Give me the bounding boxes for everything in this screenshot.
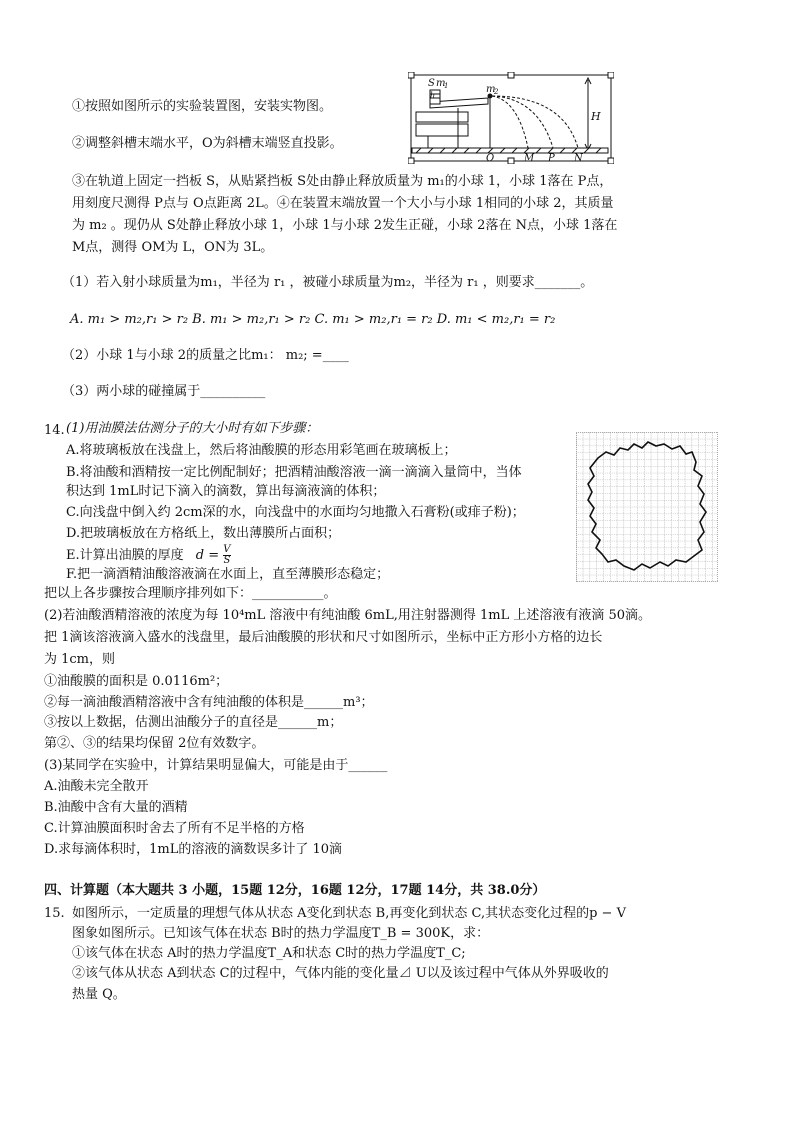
collision-apparatus-figure	[408, 72, 614, 164]
q13-options: A. m₁ > m₂,r₁ > r₂ B. m₁ > m₂,r₁ > r₂ C. m₁ > m₂,r₁ = r₂ D. m₁ < m₂,r₁ = r₂	[70, 312, 556, 327]
q14-part2-line2: 把 1滴该溶液滴入盛水的浅盘里，最后油酸膜的形状和尺寸如图所示，坐标中正方形小方格的边长	[44, 630, 603, 645]
q14-E-denominator: S	[223, 555, 231, 566]
label-m1: m	[436, 78, 446, 89]
q14-item2: ②每一滴油酸酒精溶液中含有纯油酸的体积是______m³；	[44, 695, 374, 710]
q13-step1: ①按照如图所示的实验装置图，安装实物图。	[72, 99, 333, 114]
label-M: M	[524, 153, 535, 164]
q14-number: 14.	[44, 423, 65, 438]
q14-item3: ③按以上数据，估测出油酸分子的直径是______m；	[44, 715, 343, 730]
q13-step2: ②调整斜槽末端水平，O为斜槽末端竖直投影。	[72, 136, 343, 151]
q13-sub2: （2）小球 1与小球 2的质量之比m₁： m₂; =____	[62, 348, 349, 363]
q15-line3: ①该气体在状态 A时的热力学温度T_A和状态 C时的热力学温度T_C;	[72, 946, 466, 961]
q14-option-C: C.计算油膜面积时舍去了所有不足半格的方格	[44, 821, 305, 836]
q14-step-E-text: E.计算出油膜的厚度	[66, 548, 184, 563]
q14-note: 第②、③的结果均保留 2位有效数字。	[44, 736, 265, 751]
q15-line5: 热量 Q。	[72, 987, 126, 1002]
q14-part2-line1: (2)若油酸酒精溶液的浓度为每 10⁴mL 溶液中有纯油酸 6mL,用注射器测得 1mL 上述溶液有液滴 50滴。	[44, 608, 652, 623]
label-S: S	[428, 78, 435, 89]
q14-item1: ①油酸膜的面积是 0.0116m²；	[44, 674, 229, 689]
q14-step-C: C.向浅盘中倒入约 2cm深的水，向浅盘中的水面均匀地撒入石膏粉(或痱子粉)；	[66, 505, 525, 520]
label-m1-sub: 1	[444, 82, 449, 90]
q14-step-A: A.将玻璃板放在浅盘上，然后将油酸膜的形态用彩笔画在玻璃板上；	[66, 443, 457, 458]
q13-step3-line2: 用刻度尺测得 P点与 O点距离 2L。④在装置末端放置一个大小与小球 1相同的小球 2，其质量	[72, 196, 614, 211]
q14-option-B: B.油酸中含有大量的酒精	[44, 800, 188, 815]
q14-step-B-line1: B.将油酸和酒精按一定比例配制好；把酒精油酸溶液一滴一滴滴入量筒中，当体	[66, 465, 522, 480]
q15-line2: 图象如图所示。已知该气体在状态 B时的热力学温度T_B = 300K，求：	[72, 926, 490, 941]
q14-part2-line3: 为 1cm，则	[44, 652, 116, 667]
label-h: h	[430, 91, 436, 100]
q13-step3-line4: M点，测得 OM为 L，ON为 3L。	[72, 240, 274, 255]
label-H: H	[591, 110, 601, 123]
label-m2: m	[486, 84, 496, 95]
section4-heading: 四、计算题（本大题共 3 小题，15题 12分，16题 12分，17题 14分，共 38.0分）	[44, 883, 546, 898]
q15-number: 15.	[44, 906, 65, 921]
label-m2-sub: 2	[494, 88, 499, 96]
oil-film-grid-figure	[576, 432, 718, 582]
label-P: P	[548, 153, 555, 164]
q14-title: (1)用油膜法估测分子的大小时有如下步骤：	[66, 421, 319, 436]
q13-sub1: （1）若入射小球质量为m₁，半径为 r₁ ，被碰小球质量为m₂，半径为 r₁ ，则要求_______。	[62, 275, 594, 290]
q14-step-E: E.计算出油膜的厚度 d = $\frac{V}{S}$	[66, 544, 231, 566]
label-O: O	[486, 153, 495, 164]
q13-step3-line3: 为 m₂ 。现仍从 S处静止释放小球 1，小球 1与小球 2发生正碰，小球 2落在 N点，小球 1落在	[72, 218, 618, 233]
q15-line4: ②该气体从状态 A到状态 C的过程中，气体内能的变化量⊿ U以及该过程中气体从外界吸收的	[72, 966, 609, 981]
q14-step-B-line2: 积达到 1mL时记下滴入的滴数，算出每滴液滴的体积；	[66, 484, 386, 499]
q14-step-F: F.把一滴酒精油酸溶液滴在水面上，直至薄膜形态稳定；	[66, 567, 390, 582]
q14-option-A: A.油酸未完全散开	[44, 779, 149, 794]
q14-E-numerator: V	[223, 544, 231, 555]
q14-step-D: D.把玻璃板放在方格纸上，数出薄膜所占面积；	[66, 526, 341, 541]
q15-line1: 如图所示，一定质量的理想气体从状态 A变化到状态 B,再变化到状态 C,其状态变化过程的p − V	[72, 906, 626, 921]
q14-order: 把以上各步骤按合理顺序排列如下：___________。	[44, 586, 337, 601]
q14-option-D: D.求每滴体积时，1mL的溶液的滴数误多计了 10滴	[44, 842, 342, 857]
q13-sub3: （3）两小球的碰撞属于__________	[62, 384, 266, 399]
q14-part3: (3)某同学在实验中，计算结果明显偏大，可能是由于______	[44, 758, 388, 773]
label-N: N	[574, 153, 583, 164]
q13-step3-line1: ③在轨道上固定一挡板 S，从贴紧挡板 S处由静止释放质量为 m₁的小球 1，小球 1落在 P点，	[72, 174, 613, 189]
